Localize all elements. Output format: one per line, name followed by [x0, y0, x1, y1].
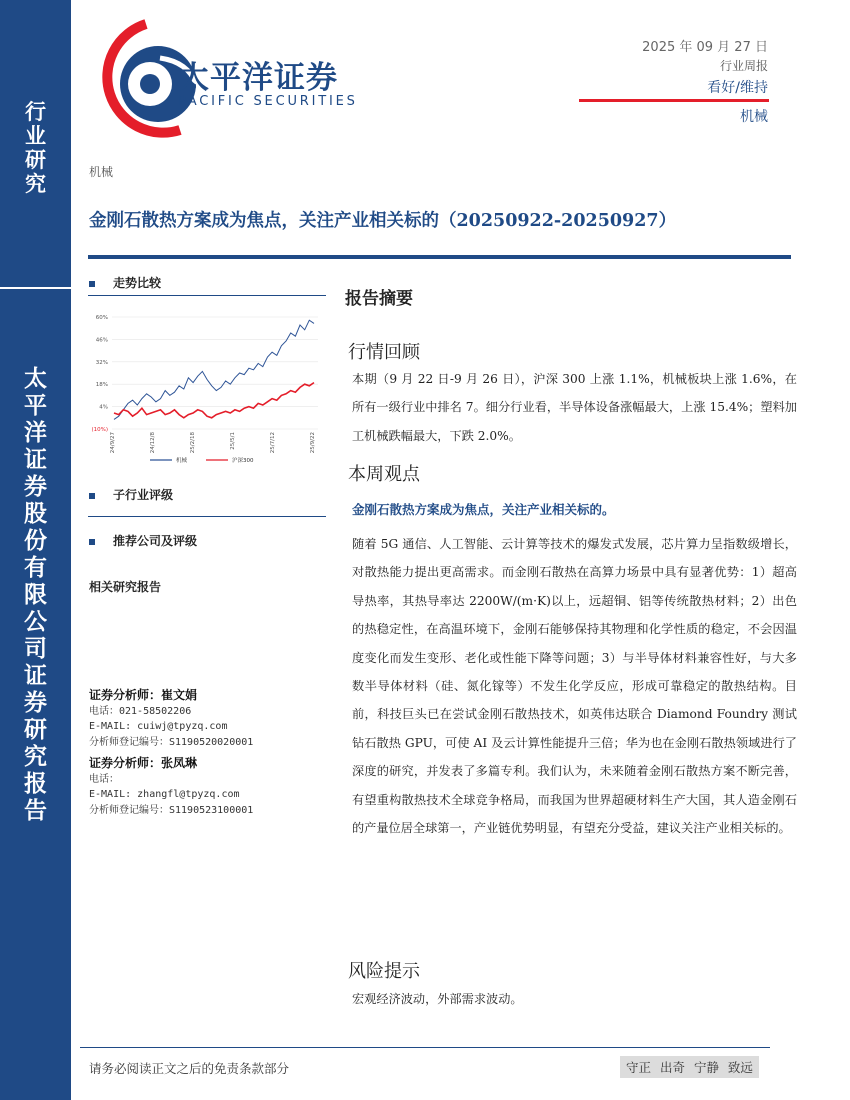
- review-text: 本期（9 月 22 日-9 月 26 日），沪深 300 上涨 1.1%，机械板块上涨 1.6%，在所有一级行业中排名 7。细分行业看，半导体设备涨幅最大，上涨 15.4%；塑料加工机械跌幅最大，下跌 2.0%。: [352, 372, 797, 443]
- analyst-card: [89, 688, 253, 750]
- sidebar-company-band: [0, 287, 71, 1100]
- analyst-email: E-MAIL: cuiwj@tpyzq.com: [89, 721, 228, 732]
- sidebar-category-label: 行 业 研 究: [25, 99, 46, 196]
- y-tick-label: 18%: [95, 382, 108, 389]
- recommend-section-heading: 推荐公司及评级: [89, 532, 197, 549]
- legend-label: 机械: [176, 458, 188, 464]
- chart-y-axis: [91, 315, 108, 433]
- legend-label: 沪深300: [232, 458, 254, 464]
- report-title: 金刚石散热方案成为焦点，关注产业相关标的（20250922-20250927）: [89, 211, 677, 231]
- risk-heading: 风险提示: [348, 961, 420, 982]
- review-heading: 行情回顾: [348, 342, 420, 363]
- report-date: 2025 年 09 月 27 日: [642, 40, 768, 55]
- chart-series: [114, 320, 314, 419]
- risk-text: 宏观经济波动，外部需求波动。: [352, 992, 523, 1006]
- bullet-square-icon: [89, 539, 95, 545]
- y-tick-label: 60%: [95, 315, 108, 321]
- summary-heading: 报告摘要: [345, 289, 413, 309]
- analyst-phone: 电话：021-58502206: [89, 705, 192, 717]
- analyst-card: [89, 756, 253, 818]
- logo-text-en: PACIFIC SECURITIES: [178, 94, 358, 109]
- x-tick-label: 25/7/12: [270, 432, 276, 454]
- x-tick-label: 25/2/18: [190, 432, 196, 454]
- logo-text-cn: 太平洋证券: [178, 60, 338, 96]
- industry-name: 机械: [740, 109, 768, 125]
- footer-motto: 守正 出奇 宁静 致远: [620, 1056, 759, 1078]
- x-tick-label: 24/12/8: [150, 432, 156, 454]
- analyst-registration: 分析师登记编号：S1190523100001: [89, 804, 254, 816]
- analyst-name: 证券分析师：崔文娟: [89, 688, 198, 702]
- x-tick-label: 25/5/1: [230, 432, 236, 450]
- report-type: 行业周报: [719, 59, 768, 73]
- chart-x-axis: [110, 432, 316, 454]
- analyst-registration: 分析师登记编号：S1190520020001: [89, 736, 254, 748]
- y-tick-label: 4%: [99, 404, 108, 411]
- sidebar-category-band: [0, 0, 71, 287]
- analyst-email: E-MAIL: zhangfl@tpyzq.com: [89, 789, 240, 800]
- trend-chart: [88, 305, 328, 470]
- header-divider: [579, 99, 769, 102]
- trend-section-heading: 走势比较: [89, 274, 161, 291]
- footer-divider: [80, 1047, 770, 1048]
- title-divider: [88, 255, 791, 259]
- view-heading: 本周观点: [348, 464, 420, 485]
- analyst-name: 证券分析师：张凤琳: [89, 756, 198, 770]
- view-lead-text: 金刚石散热方案成为焦点，关注产业相关标的。: [352, 502, 615, 517]
- x-tick-label: 24/9/27: [110, 432, 116, 454]
- sidebar-company-label: 太 平 洋 证 券 股 份 有 限 公 司 证 券 研 究 报 告: [24, 365, 47, 824]
- y-tick-label: 32%: [95, 359, 108, 366]
- industry-rating: 看好/维持: [707, 80, 768, 96]
- subindustry-section-heading: 子行业评级: [89, 486, 173, 503]
- section-divider: [88, 516, 326, 517]
- footer-disclaimer: 请务必阅读正文之后的免责条款部分: [89, 1061, 290, 1076]
- section-divider: [88, 295, 326, 296]
- y-tick-label: (10%): [91, 427, 108, 433]
- analyst-phone: 电话：: [89, 773, 119, 785]
- bullet-square-icon: [89, 281, 95, 287]
- bullet-square-icon: [89, 493, 95, 499]
- breadcrumb: 机械: [89, 165, 114, 179]
- x-tick-label: 25/9/22: [310, 432, 316, 454]
- chart-legend: [150, 456, 254, 464]
- related-reports-heading: 相关研究报告: [89, 580, 162, 594]
- view-text: 随着 5G 通信、人工智能、云计算等技术的爆发式发展，芯片算力呈指数级增长，对散热能力提出更高需求。而金刚石散热在高算力场景中具有显著优势：1）超高导热率，其热导率达 2200W/(m·K)以上，远超铜、铝等传统散热材料；2）出色的热稳定性，在高温环境下，金刚石能够保持其物理和化学性质的稳定，不会因温度变化而发生变形、老化或性能下降等问题；3）与半导体材料兼容性好，与大多数半导体材料（硅、氮化镓等）不发生化学反应，形成可靠稳定的散热结构。目前，科技巨头已在尝试金刚石散热技术，如英伟达联合 Diamond Foundry 测试钻石散热 GPU，可使 AI 及云计算性能提升三倍；华为也在金刚石散热领域进行了深度的研究，并发表了多篇专利。我们认为，未来随着金刚石散热方案不断完善，有望重构散热技术全球竞争格局，而我国为世界超硬材料生产大国，其人造金刚石的产量位居全球第一，产业链优势明显，有望充分受益，建议关注产业相关标的。: [352, 537, 797, 836]
- series-line: [114, 320, 314, 419]
- chart-grid: [112, 317, 318, 429]
- y-tick-label: 46%: [95, 337, 108, 344]
